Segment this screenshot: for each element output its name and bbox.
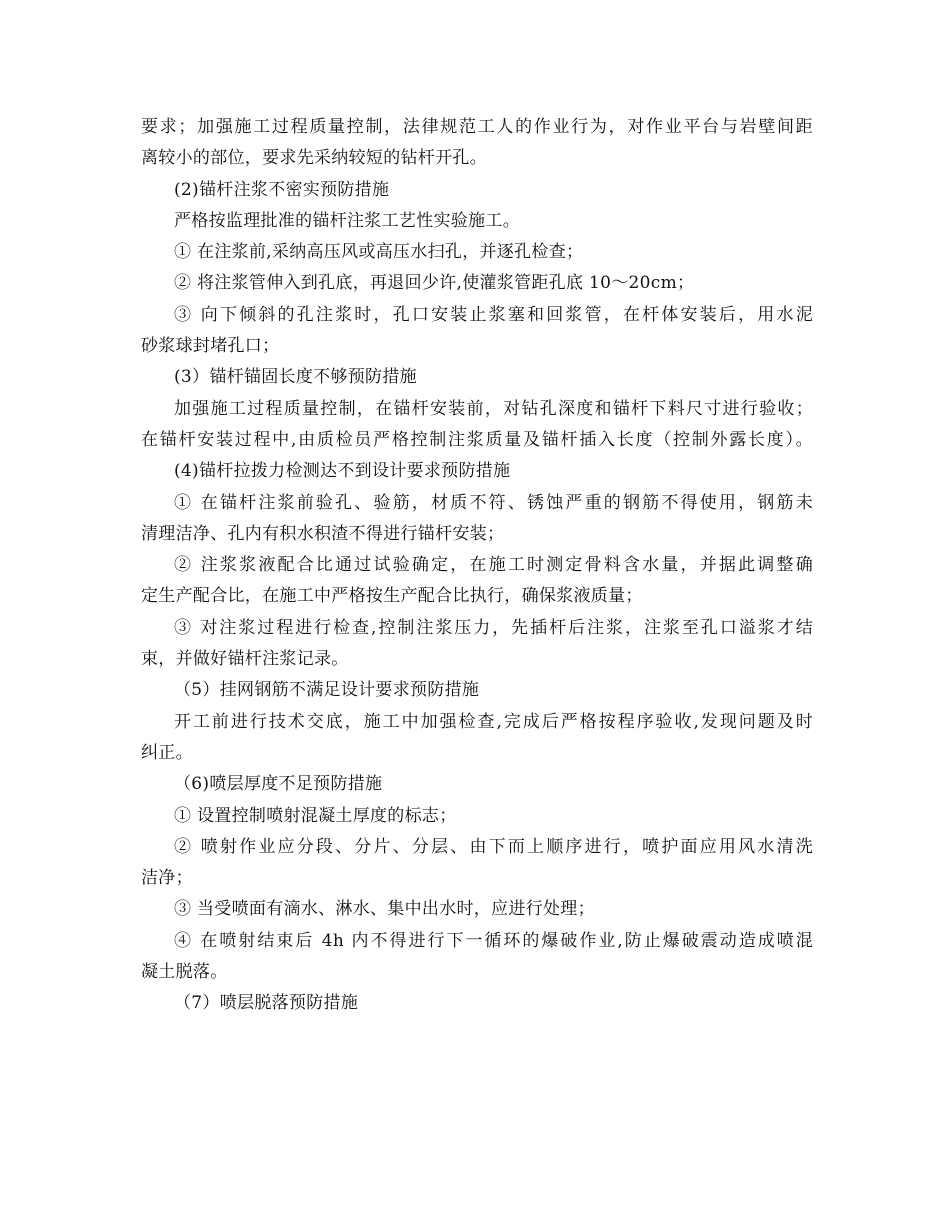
text-line: 离较小的部位，要求先采纳较短的钻杆开孔。	[141, 148, 487, 169]
text-line: 纠正。	[141, 742, 193, 763]
text-line: (2)锚杆注浆不密实预防措施	[174, 179, 390, 200]
text-line: 洁净；	[141, 868, 193, 889]
text-line: 束，并做好锚杆注浆记录。	[141, 649, 349, 670]
text-line: ② 注浆浆液配合比通过试验确定，在施工时测定骨料含水量，并据此调整确	[174, 555, 813, 576]
text-line: 在锚杆安装过程中,由质检员严格控制注浆质量及锚杆插入长度（控制外露长度）。	[141, 429, 813, 450]
text-line: 开工前进行技术交底，施工中加强检查,完成后严格按程序验收,发现问题及时	[174, 711, 813, 732]
text-line: 要求；加强施工过程质量控制，法律规范工人的作业行为，对作业平台与岩壁间距	[141, 117, 813, 137]
text-line: ③ 对注浆过程进行检查,控制注浆压力，先插杆后注浆，注浆至孔口溢浆才结	[174, 617, 813, 638]
text-line: （7）喷层脱落预防措施	[174, 993, 359, 1014]
text-line: 定生产配合比，在施工中严格按生产配合比执行，确保浆液质量；	[141, 586, 643, 607]
text-line: （5）挂网钢筋不满足设计要求预防措施	[174, 680, 480, 701]
text-line: ④ 在喷射结束后 4h 内不得进行下一循环的爆破作业,防止爆破震动造成喷混	[174, 930, 813, 951]
text-line: （6)喷层厚度不足预防措施	[174, 774, 383, 795]
text-line: 加强施工过程质量控制，在锚杆安装前，对钻孔深度和锚杆下料尺寸进行验收；	[174, 398, 813, 419]
document-body	[141, 112, 813, 1020]
text-line: 凝土脱落。	[141, 962, 228, 983]
text-line: ① 设置控制喷射混凝土厚度的标志；	[174, 805, 457, 826]
text-line: ② 喷射作业应分段、分片、分层、由下而上顺序进行，喷护面应用风水清洗	[174, 836, 813, 857]
text-line: ① 在注浆前,采纳高压风或高压水扫孔，并逐孔检查；	[174, 242, 584, 263]
text-line: 严格按监理批准的锚杆注浆工艺性实验施工。	[174, 210, 520, 231]
text-line: ② 将注浆管伸入到孔底，再退回少许,使灌浆管距孔底 10～20cm；	[174, 273, 695, 294]
text-line: 清理洁净、孔内有积水积渣不得进行锚杆安装；	[141, 523, 505, 544]
text-line: ③ 向下倾斜的孔注浆时，孔口安装止浆塞和回浆管，在杆体安装后，用水泥	[174, 304, 813, 325]
text-line: 砂浆球封堵孔口；	[141, 336, 280, 357]
text-line: (3）锚杆锚固长度不够预防措施	[174, 367, 417, 388]
text-line: (4)锚杆拉拨力检测达不到设计要求预防措施	[174, 461, 511, 482]
text-line: ③ 当受喷面有滴水、淋水、集中出水时，应进行处理；	[174, 899, 595, 920]
text-line: ① 在锚杆注浆前验孔、验筋，材质不符、锈蚀严重的钢筋不得使用，钢筋未	[174, 492, 813, 513]
